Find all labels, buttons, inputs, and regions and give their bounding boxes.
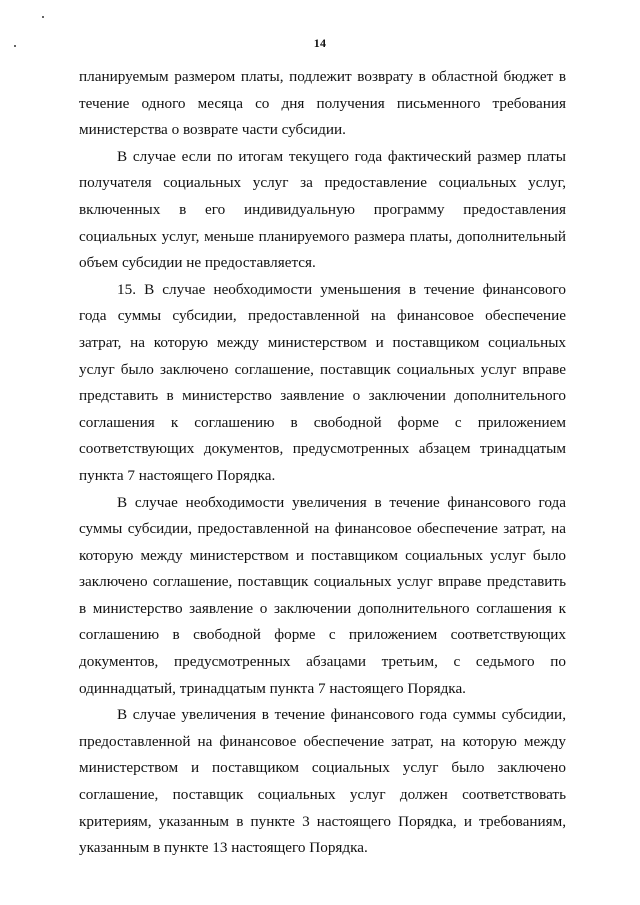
paragraph: В случае если по итогам текущего года фактический размер платы получателя социальных услуг за предоставление социальных услуг, включенных в его индивидуальную программу предоставления социальных услуг, меньше планируемого размера платы, дополнительный объем субсидии не предоставляется. [79,147,566,272]
scan-speck [42,16,44,18]
paragraph-item-15: 15. В случае необходимости уменьшения в течение финансового года суммы субсидии, предоставленной на финансовое обеспечение затрат, на которую между министерством и поставщиком социальных услуг было заключено соглашение, поставщик социальных услуг вправе представить в министерство заявление о заключении дополнительного соглашения к соглашению в свободной форме с приложением соответствующих документов, предусмотренных абзацем тринадцатым пункта 7 настоящего Порядка. [79,280,566,484]
paragraph-continuation: планируемым размером платы, подлежит возврату в областной бюджет в течение одного месяца со дня получения письменного требования министерства о возврате части субсидии. [79,68,566,139]
paragraph: В случае увеличения в течение финансового года суммы субсидии, предоставленной на финансовое обеспечение затрат, на которую между министерством и поставщиком социальных услуг было заключено соглашение, поставщик социальных услуг должен соответствовать критериям, указанным в пункте 3 настоящего Порядка, и требованиям, указанным в пункте 13 настоящего Порядка. [79,706,566,857]
paragraph: В случае необходимости увеличения в течение финансового года суммы субсидии, предоставленной на финансовое обеспечение затрат, на которую между министерством и поставщиком социальных услуг было заключено соглашение, поставщик социальных услуг вправе представить в министерство заявление о заключении дополнительного соглашения к соглашению в свободной форме с приложением соответствующих документов, предусмотренных абзацами третьим, с седьмого по одиннадцатый, тринадцатым пункта 7 настоящего Порядка. [79,493,566,697]
document-body [79,64,566,862]
page-number: 14 [313,36,327,50]
